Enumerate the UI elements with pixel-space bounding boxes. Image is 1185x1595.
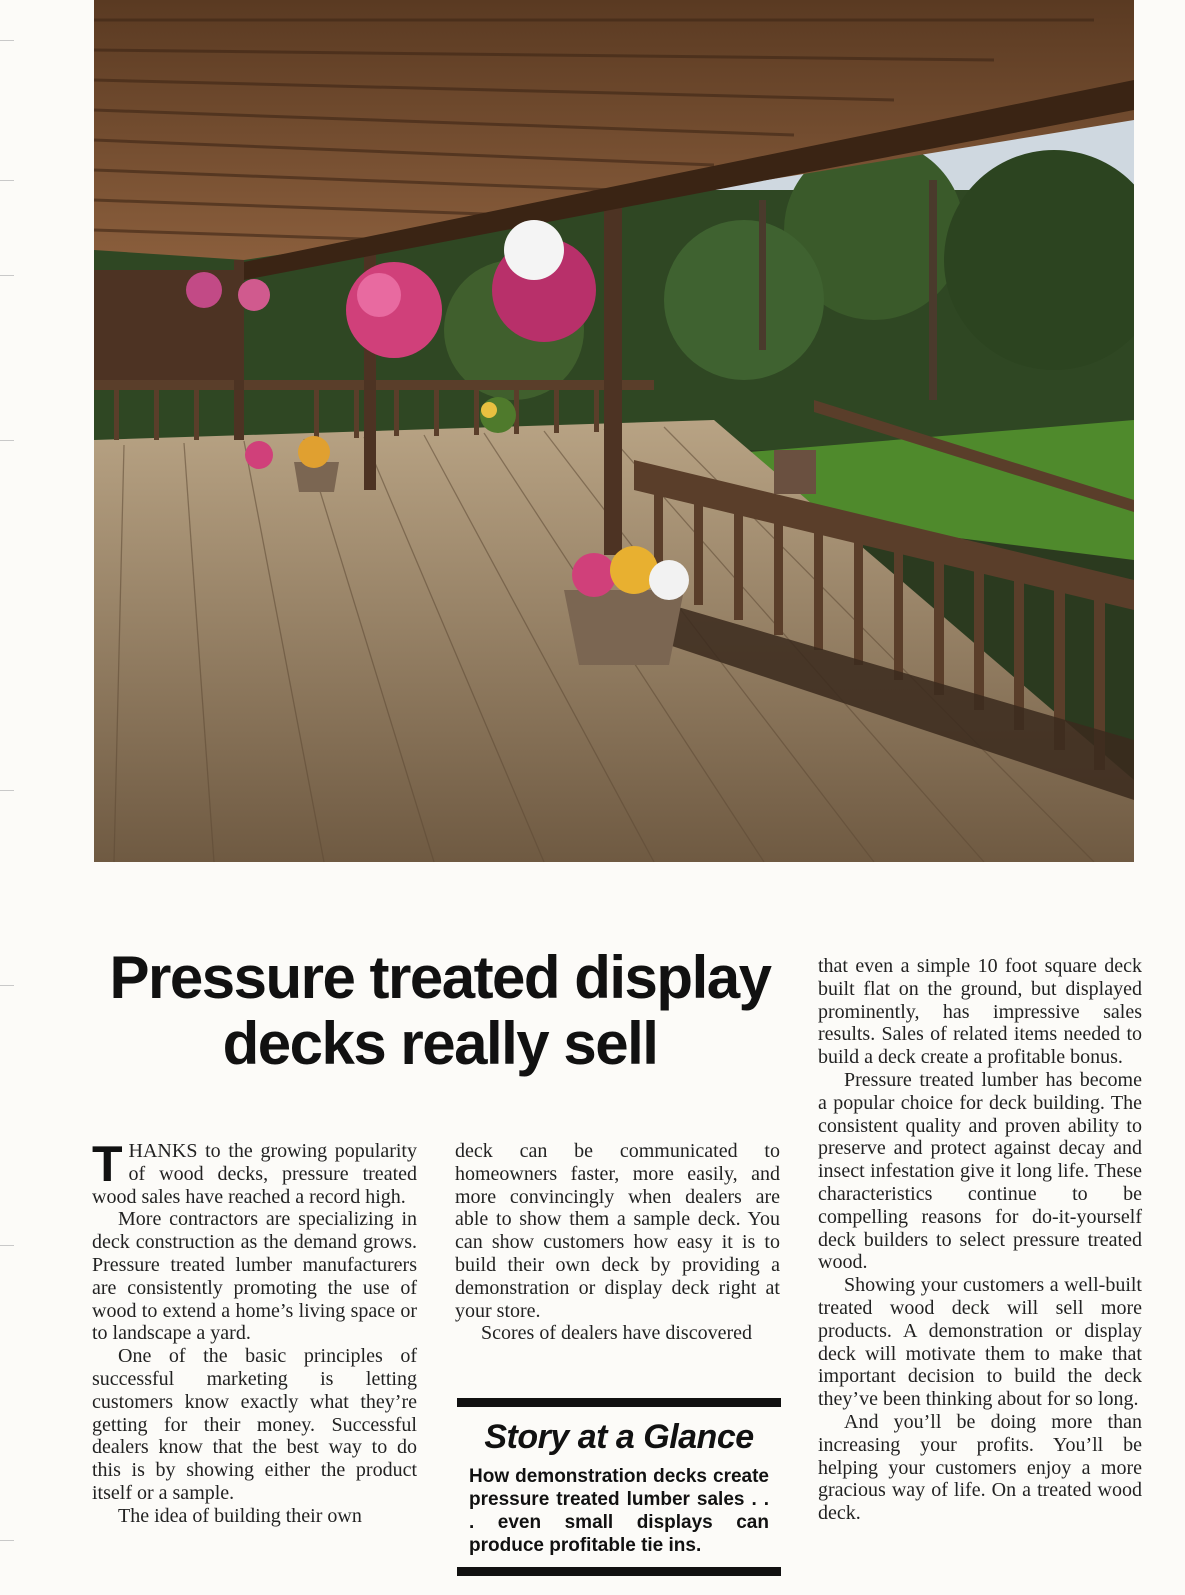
headline-line-1: Pressure treated display xyxy=(109,944,771,1011)
paragraph: deck can be communicated to homeowners faster, more easily, and more convincingly when dealers are able to show them a sample deck. You can show customers how easy it is to build their own deck by providing a demonstration or display deck right at your store. xyxy=(455,1140,780,1322)
deck-photo xyxy=(94,0,1134,862)
page-edge-mark xyxy=(0,1245,14,1246)
paragraph: Showing your customers a well-built treated wood deck will sell more products. A demonstration or display deck will motivate them to make that important decision to build the deck they’ve been thinking about for so long. xyxy=(818,1274,1142,1411)
paragraph: The idea of building their own xyxy=(118,1504,362,1527)
story-at-a-glance-box xyxy=(457,1398,781,1576)
paragraph: Pressure treated lumber has become a popular choice for deck building. The consistent quality and proven ability to preserve and protect against decay and insect infestation give it long life. These characteristics continue to be compelling reasons for do-it-yourself deck builders to select pressure treated wood. xyxy=(818,1068,1142,1274)
text-column-2 xyxy=(455,1140,780,1345)
paragraph: And you’ll be doing more than increasing your profits. You’ll be helping your customers enjoy a more gracious way of life. On a treated wood deck. xyxy=(818,1410,1142,1525)
page-edge-mark xyxy=(0,985,14,986)
text-column-3 xyxy=(818,955,1142,1525)
page-edge-mark xyxy=(0,40,14,41)
page-edge-mark xyxy=(0,1540,14,1541)
post xyxy=(604,195,622,555)
planter xyxy=(564,590,684,665)
page-edge-mark xyxy=(0,275,14,276)
glance-summary: How demonstration decks create pressure treated lumber sales . . . even small displays can produce profitable tie ins. xyxy=(469,1466,769,1556)
paragraph: that even a simple 10 foot square deck built flat on the ground, but displayed prominently, has impressive sales results. Sales of related items needed to build a deck create a profitable bonus. xyxy=(818,955,1142,1069)
page-edge-mark xyxy=(0,790,14,791)
text-column-1 xyxy=(92,1136,417,1528)
drop-cap: T xyxy=(92,1136,123,1192)
paragraph: One of the basic principles of successful marketing is letting customers know exactly what they’re getting for their money. Successful dealers know that the best way to do this is by showing either the product itself or a sample. xyxy=(92,1345,417,1504)
paragraph: More contractors are specializing in deck construction as the demand grows. Pressure treated lumber manufacturers are consistently promoting the use of wood to extend a home’s living space or to landscape a yard. xyxy=(92,1208,417,1345)
rule-top xyxy=(457,1398,781,1407)
article-headline xyxy=(80,945,800,1077)
page-edge-mark xyxy=(0,440,14,441)
paragraph: Scores of dealers have discovered xyxy=(481,1322,752,1345)
glance-title: Story at a Glance xyxy=(484,1418,754,1456)
headline-line-2: decks really sell xyxy=(222,1010,658,1077)
barrel xyxy=(774,450,816,494)
rule-bottom xyxy=(457,1567,781,1576)
paragraph-text: HANKS to the growing popularity of wood decks, pressure treated wood sales have reached a record high. xyxy=(92,1140,417,1208)
deck-photo-illustration xyxy=(94,0,1134,862)
paragraph xyxy=(92,1136,417,1208)
page-edge-mark xyxy=(0,180,14,181)
